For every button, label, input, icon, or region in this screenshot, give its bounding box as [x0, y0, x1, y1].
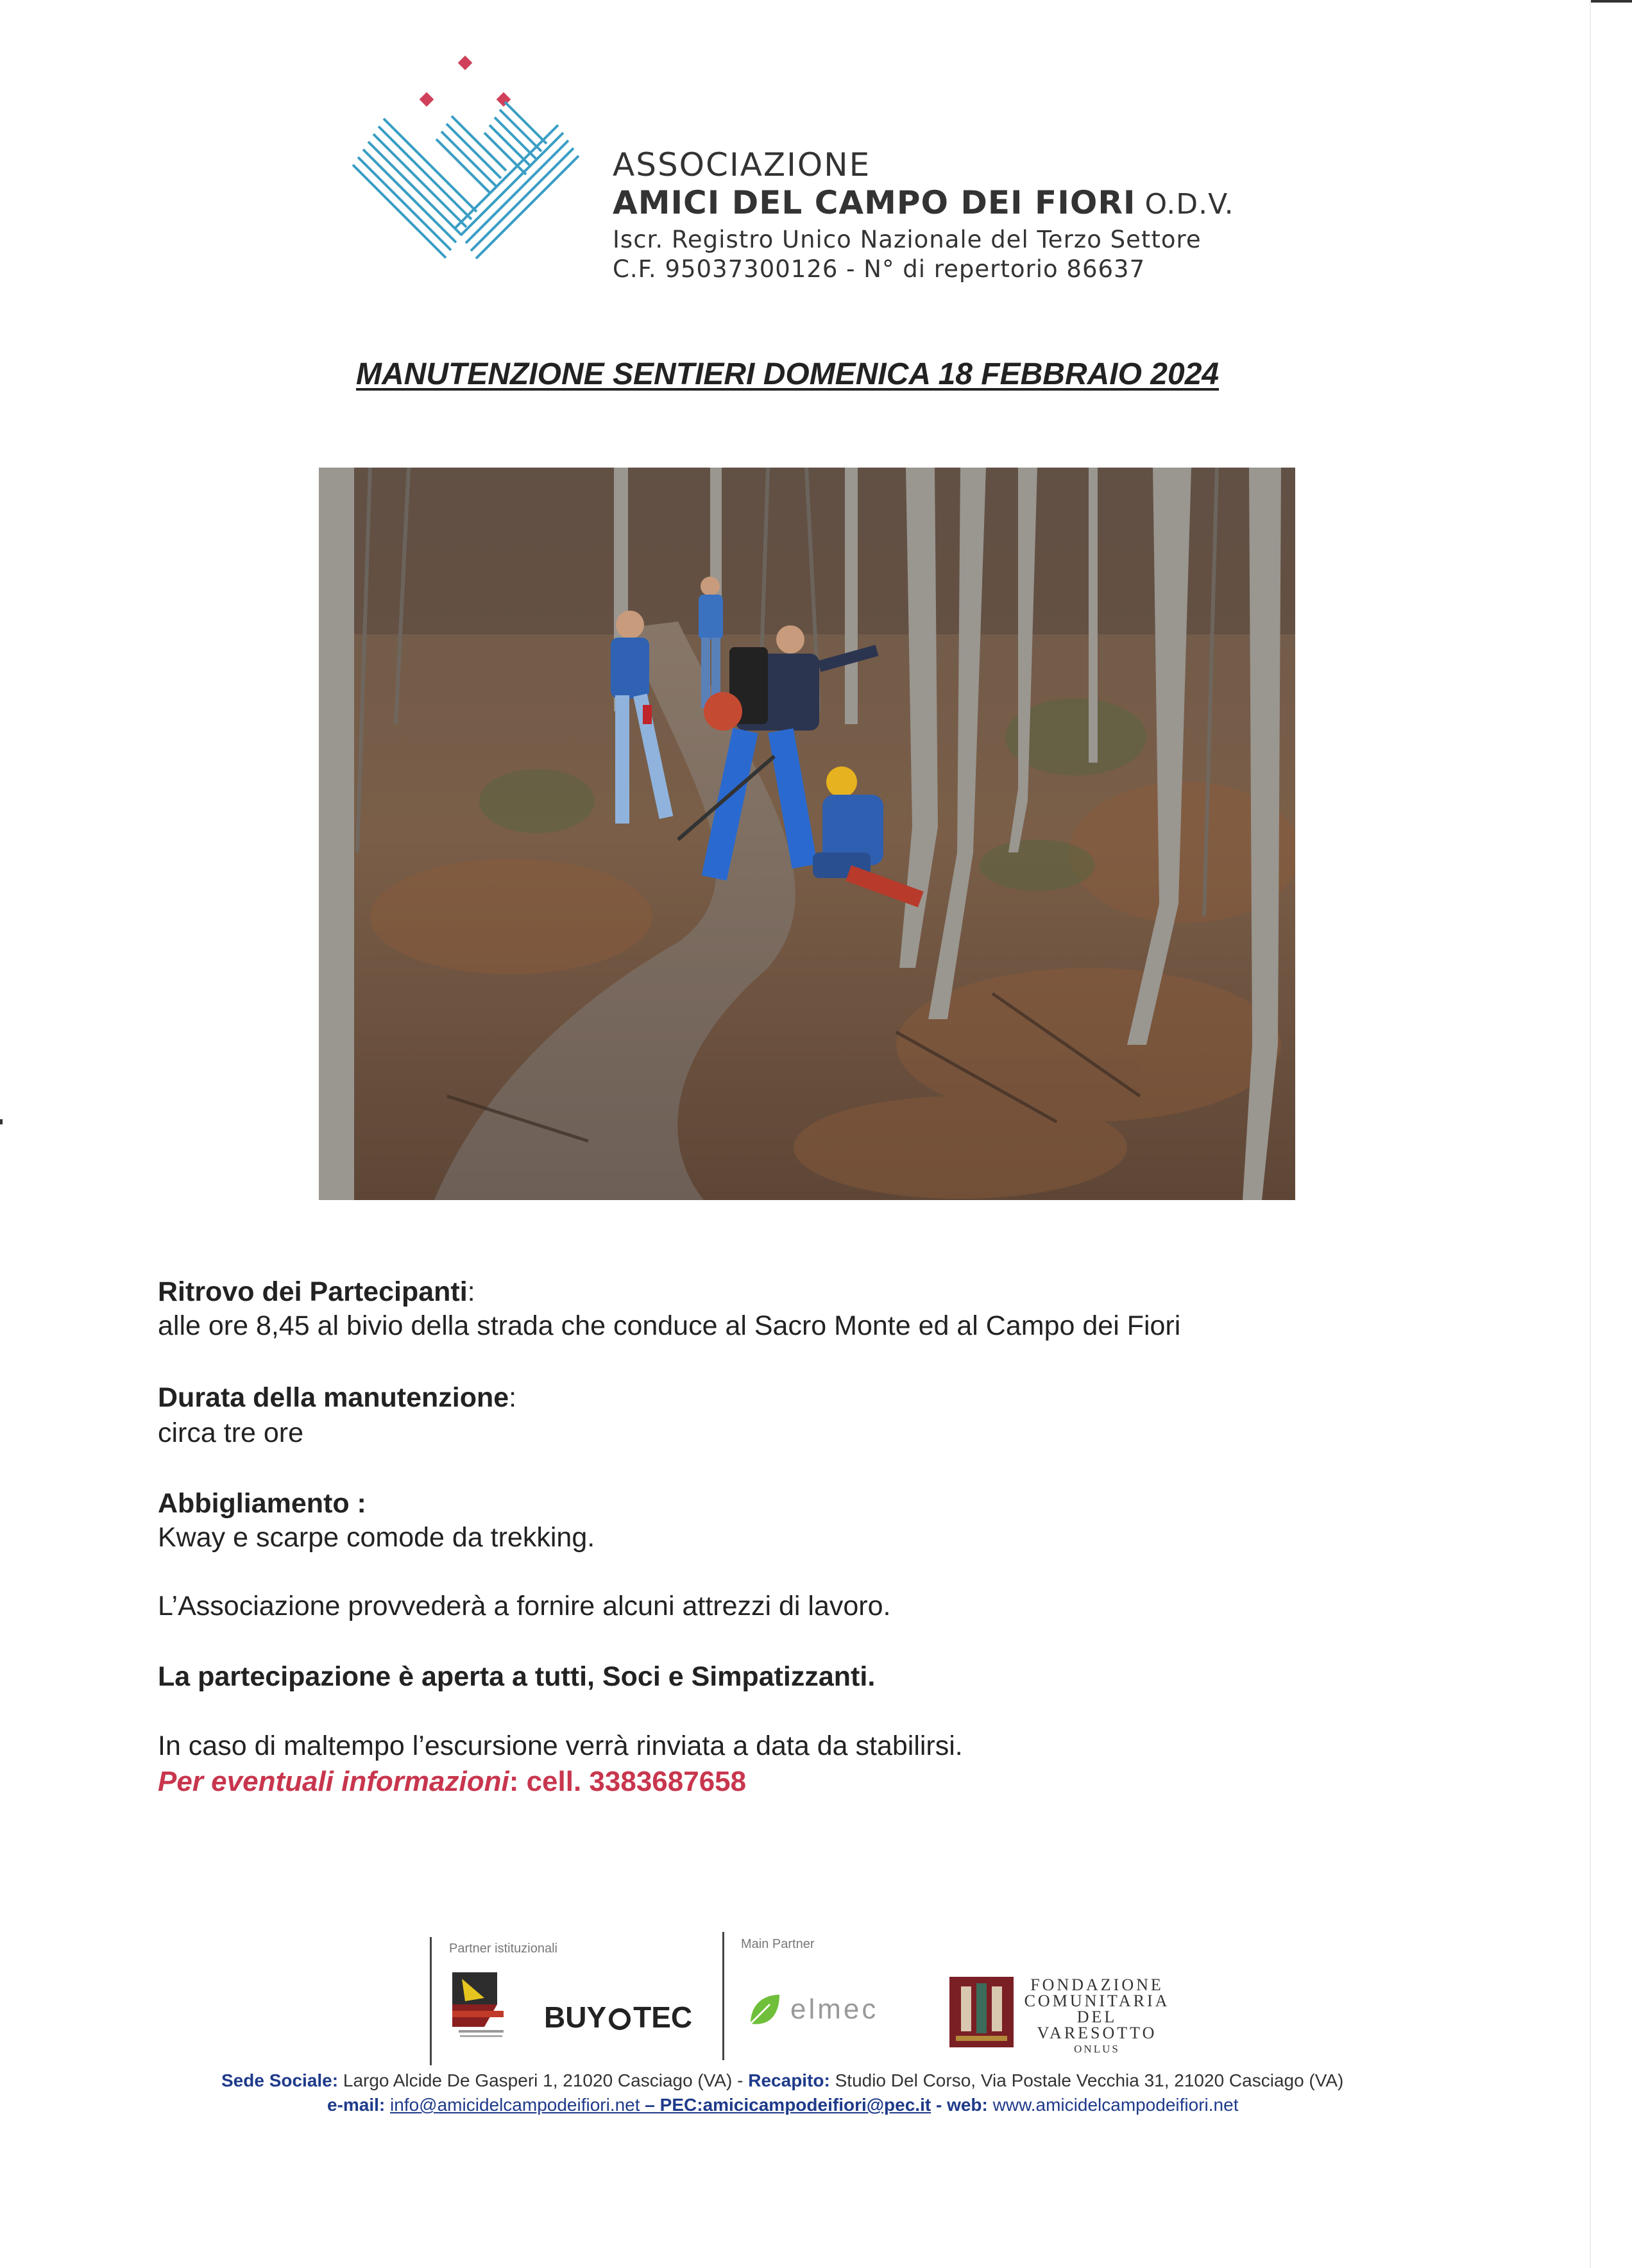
fondazione-line2: COMUNITARIA — [1024, 1992, 1170, 2010]
ritrovo-label: Ritrovo dei Partecipanti — [158, 1276, 468, 1307]
scan-mark — [1591, 0, 1632, 3]
fondazione-line4: ONLUS — [1074, 2043, 1120, 2055]
participation-text: La partecipazione è aperta a tutti, Soci e Simpatizzanti. — [158, 1661, 876, 1692]
org-registry: Iscr. Registro Unico Nazionale del Terzo Settore — [613, 226, 1202, 253]
partner-divider — [722, 1932, 724, 2060]
ritrovo-heading — [158, 1276, 475, 1308]
durata-text: circa tre ore — [158, 1418, 304, 1448]
recapito-value: Studio Del Corso, Via Postale Vecchia 31, 21020 Casciago (VA) — [829, 2070, 1344, 2090]
main-partner-label: Main Partner — [741, 1937, 815, 1951]
ritrovo-text: alle ore 8,45 al bivio della strada che conduce al Sacro Monte ed al Campo dei Fiori — [158, 1310, 1181, 1341]
page-title: MANUTENZIONE SENTIERI DOMENICA 18 FEBBRAIO 2024 — [356, 357, 1220, 391]
durata-heading — [158, 1382, 516, 1414]
org-name: AMICI DEL CAMPO DEI FIORI — [613, 184, 1136, 221]
web-label: - web: — [931, 2095, 993, 2115]
attrezzi-text: L’Associazione provvederà a fornire alcuni attrezzi di lavoro. — [158, 1591, 891, 1621]
elmec-text: elmec — [790, 1993, 879, 2025]
sede-label: Sede Sociale: — [221, 2070, 339, 2090]
power-icon — [609, 2008, 631, 2030]
logo-stripes — [353, 102, 579, 258]
trail-maintenance-photo — [319, 468, 1295, 1200]
footer-contacts — [327, 2095, 1238, 2115]
fondazione-emblem — [949, 1977, 1014, 2047]
elmec-logo — [744, 1988, 901, 2033]
org-name-line1: ASSOCIAZIONE — [613, 146, 871, 183]
buytec-logo — [544, 2000, 692, 2035]
logo-diamonds — [420, 56, 511, 107]
org-fiscal-code: C.F. 95037300126 - N° di repertorio 86637 — [613, 255, 1146, 283]
buytec-text-2: TEC — [633, 2001, 693, 2034]
fondazione-line3: DEL VARESOTTO — [1037, 2008, 1157, 2042]
parco-campo-dei-fiori-logo — [446, 1966, 523, 2056]
sede-value: Largo Alcide De Gasperi 1, 21020 Casciago (VA) - — [338, 2070, 749, 2090]
recapito-label: Recapito: — [748, 2070, 830, 2090]
web-link[interactable]: www.amicidelcampodeifiori.net — [992, 2095, 1239, 2115]
info-contact — [158, 1766, 746, 1798]
email-label: e-mail: — [327, 2095, 391, 2115]
pec-label: – PEC: — [640, 2095, 703, 2115]
elmec-leaf-icon — [744, 1992, 783, 2030]
durata-label: Durata della manutenzione — [158, 1382, 509, 1413]
info-phone: : cell. 3383687658 — [509, 1766, 747, 1797]
fondazione-line1: FONDAZIONE — [1030, 1976, 1164, 1994]
org-suffix: O.D.V. — [1144, 188, 1234, 221]
buytec-text-1: BUY — [544, 2001, 607, 2034]
scan-mark — [0, 1119, 3, 1124]
durata-colon: : — [509, 1382, 517, 1413]
pec-link[interactable]: amicicampodeifiori@pec.it — [702, 2095, 931, 2115]
bad-weather-text: In caso di maltempo l’escursione verrà rinviata a data da stabilirsi. — [158, 1731, 963, 1761]
fondazione-text — [1017, 1977, 1177, 2057]
abbigliamento-heading: Abbigliamento : — [158, 1488, 366, 1519]
info-label: Per eventuali informazioni — [158, 1766, 509, 1797]
partner-divider — [430, 1937, 432, 2065]
ritrovo-colon: : — [467, 1276, 475, 1307]
email-link[interactable]: info@amicidelcampodeifiori.net — [390, 2095, 640, 2115]
footer-address — [221, 2070, 1343, 2091]
institutional-partners-label: Partner istituzionali — [449, 1942, 557, 1956]
abbigliamento-text: Kway e scarpe comode da trekking. — [158, 1522, 595, 1553]
scan-edge — [1590, 0, 1591, 2268]
association-logo — [346, 55, 590, 285]
org-name-line2 — [613, 184, 1234, 221]
